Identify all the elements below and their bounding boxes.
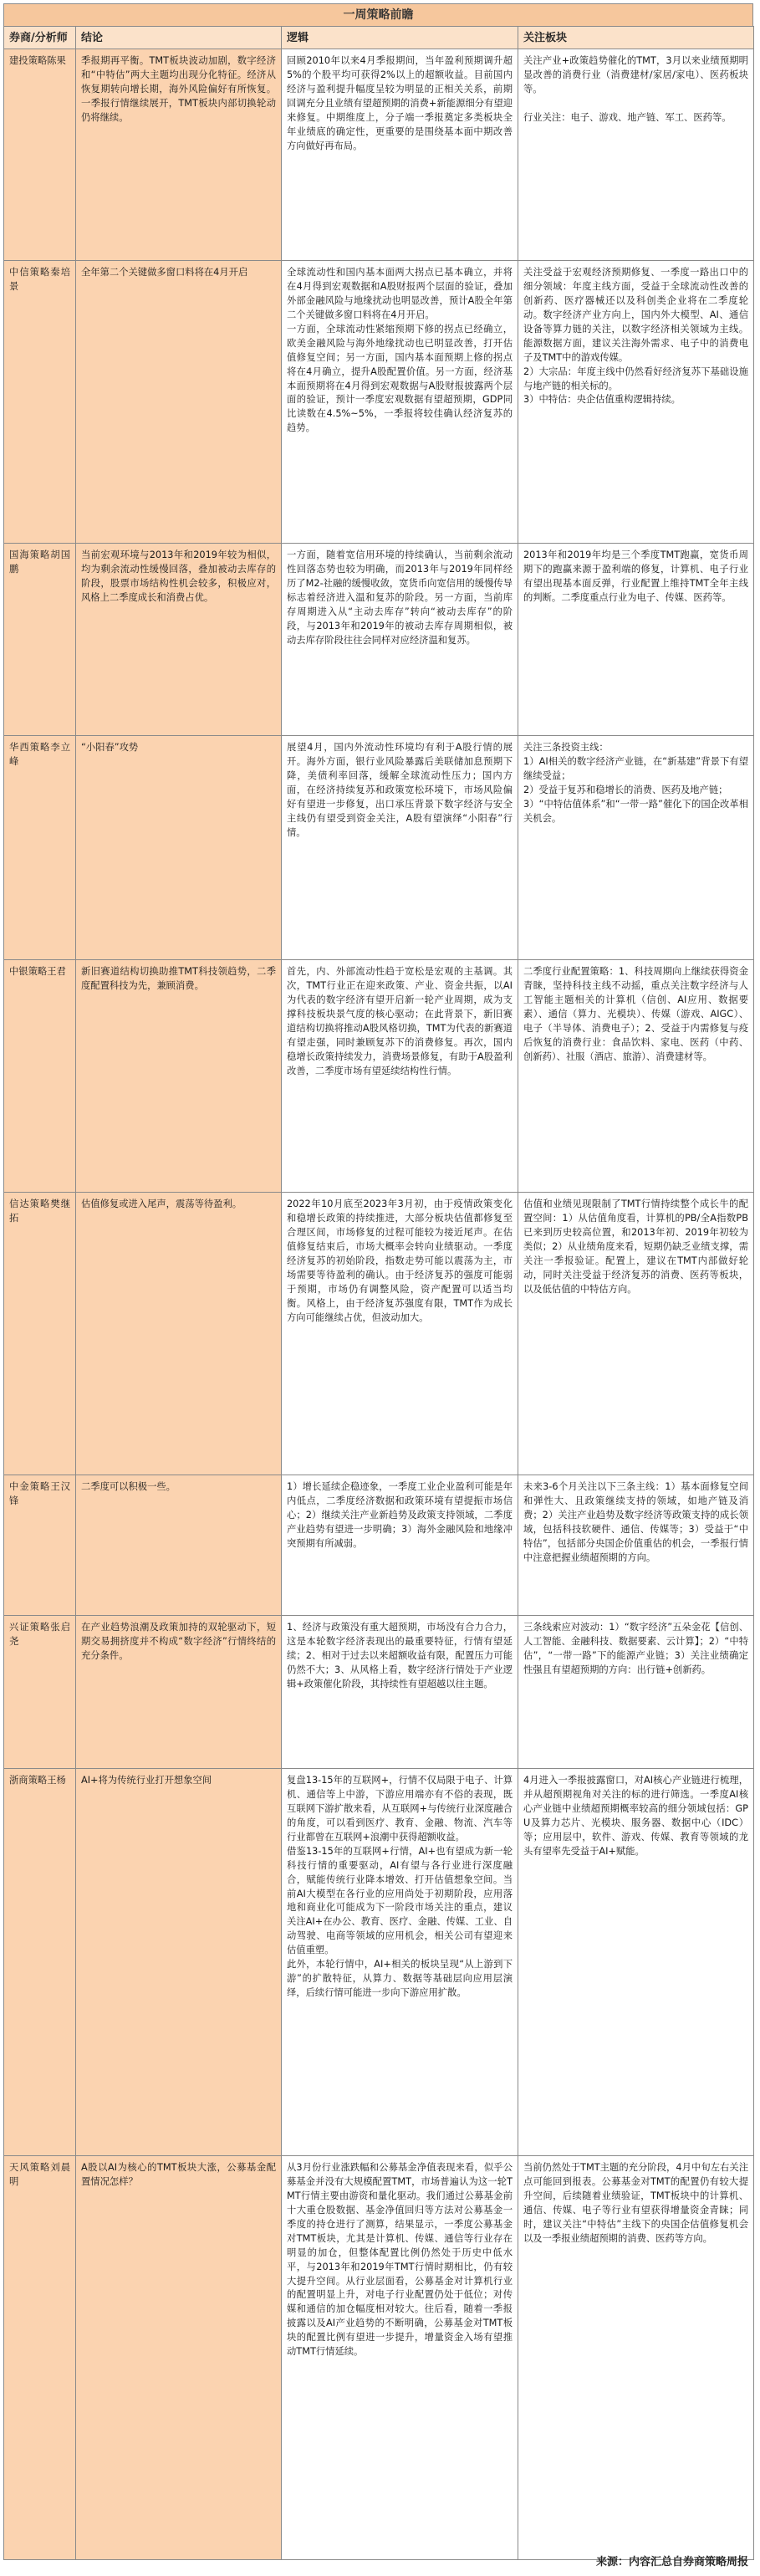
- logic-text: 从3月份行业涨跌幅和公募基金净值表现来看，似乎公募基金并没有大规模配置TMT，市场普遍认为这一轮TMT行情主要由游资和量化驱动。我们通过公募基金前十大重仓股数据、基金净值回归等方法对公募基金一季度的持仓进行了测算，结果显示，一季度公募基金对TMT板块，尤其是计算机、传媒、通信等行业存在明显的加仓，但整体配置比例仍然处于历史中低水平，与2013年和2019年TMT行情时期相比，仍有较大提升空间。从行业层面看，公募基金对计算机行业的配置明显上升，对电子行业配置仍处于低位；对传媒和通信的加仓幅度相对较大。往后看，随着一季报披露以及AI产业趋势的不断明确，公募基金对TMT板块的配置比例有望进一步提升，增量资金入场有望推动TMT行情延续。: [287, 2162, 513, 2358]
- logic-text: 全球流动性和国内基本面两大拐点已基本确立，并将在4月得到宏观数据和A股财报两个层面的验证，叠加外部金融风险与地缘扰动也明显改善，预计A股全年第二个关键做多窗口料将在4月开启。 一方面，全球流动性紧缩预期下修的拐点已经确立，欧美金融风险与海外地缘扰动也已明显改善，打开估值修复空间；另一方面，国内基本面预期上修的拐点将在4月确立，提升A股配置价值。另一方面，经济基本面预期将在4月得到宏观数据与A股财报披露两个层面的验证，预计一季度宏观数据有望超预期，GDP同比读数在4.5%~5%，一季报将较佳确认经济复苏的趋势。: [287, 267, 513, 434]
- table-header-row: [4, 27, 754, 49]
- analyst-cell: 中金策略王汉锋: [4, 1475, 76, 1616]
- analyst-cell: 中银策略王君: [4, 960, 76, 1193]
- focus-text: 未来3-6个月关注以下三条主线：1）基本面修复空间和弹性大、且政策继续支持的领域，如地产链及消费；2）关注产业趋势及数字经济等政策支持的成长领域，包括科技软硬件、通信、传媒等；3）受益于“中特估”，包括部分央国企价值重估的机会，一季报行情中注意把握业绩超预期的方向。: [523, 1481, 748, 1563]
- analyst-cell: 天风策略刘晨明: [4, 2156, 76, 2560]
- logic-text: 一方面，随着宽信用环境的持续确认，当前剩余流动性回落态势也较为明确，而2013年与2019年同样经历了M2-社融的缓慢收敛，宽货币向宽信用的缓慢传导标志着经济进入温和复苏的阶段。另一方面，当前库存周期进入从“主动去库存”转向“被动去库存”的阶段，与2013年和2019年的被动去库存周期相似，被动去库存阶段往往会同样对应经济温和复苏。: [287, 549, 513, 646]
- conclusion-cell: 全年第二个关键做多窗口料将在4月开启: [76, 261, 282, 544]
- focus-cell: [518, 1193, 754, 1475]
- conclusion-cell: 新旧赛道结构切换助推TMT科技领趋势，二季度配置科技为先，兼顾消费。: [76, 960, 282, 1193]
- table-row: [4, 1769, 754, 2156]
- logic-cell: [282, 736, 518, 960]
- conclusion-cell: 二季度可以积极一些。: [76, 1475, 282, 1616]
- table-row: [4, 2156, 754, 2560]
- analyst-cell: 国海策略胡国鹏: [4, 544, 76, 736]
- focus-text: 4月进入一季报披露窗口，对AI核心产业链进行梳理，并从超预期视角对关注的标的进行筛选。一季度AI核心产业链中业绩超预期概率较高的细分领域包括：GPU及算力芯片、光模块、服务器、数据中心（IDC）等；应用层中，软件、游戏、传媒、教育等领域的龙头有望率先受益于AI+赋能。: [523, 1775, 748, 1857]
- table-row: [4, 960, 754, 1193]
- logic-cell: [282, 1769, 518, 2156]
- logic-text: 首先，内、外部流动性趋于宽松是宏观的主基调。其次，TMT行业正在迎来政策、产业、资金共振，以AI为代表的数字经济有望开启新一轮产业周期，成为支撑科技板块景气度的核心驱动；在此背景下，新旧赛道结构切换将推动A股风格切换，TMT为代表的新赛道有望走强，同时兼顾复苏下的消费修复。再次，国内稳增长政策持续发力，消费场景修复，有助于A股盈利改善，二季度市场有望延续结构性行情。: [287, 966, 513, 1076]
- focus-text: 关注产业+政策趋势催化的TMT，3月以来业绩预期明显改善的消费行业（消费建材/家居/家电）、医药板块等。 行业关注：电子、游戏、地产链、军工、医药等。: [523, 55, 748, 123]
- conclusion-cell: 季报期再平衡。TMT板块波动加剧，数字经济和“中特估”两大主题均出现分化特征。经济从恢复期转向增长期，海外风险偏好有所恢复。一季报行情继续展开，TMT板块内部切换轮动仍将继续。: [76, 49, 282, 261]
- logic-text: 回顾2010年以来4月季报期间，当年盈利预期调升超5%的个股平均可获得2%以上的超额收益。目前国内经济与盈利提升幅度呈较为明显的正相关关系，前期回调充分且业绩有望超预期的消费+新能源细分有望迎来修复。中期维度上，分子端一季报奠定多类板块全年业绩底的确定性，更重要的是围绕基本面中期改善方向做好再布局。: [287, 55, 513, 151]
- analyst-cell: 建投策略陈果: [4, 49, 76, 261]
- table-row: [4, 544, 754, 736]
- source-note: 来源：内容汇总自券商策略周报: [595, 2556, 748, 2568]
- logic-cell: [282, 544, 518, 736]
- conclusion-cell: 当前宏观环境与2013年和2019年较为相似，均为剩余流动性缓慢回落，叠加被动去库存的阶段，股票市场结构性机会较多，积极应对，风格上二季度成长和消费占优。: [76, 544, 282, 736]
- focus-cell: [518, 960, 754, 1193]
- table-row: [4, 1193, 754, 1475]
- focus-text: 二季度行业配置策略：1、科技周期向上继续获得资金青睐，坚持科技主线不动摇，重点关注数字经济与人工智能主题相关的计算机（信创、AI应用、数据要素）、通信（算力、光模块）、传媒（游戏、AIGC）、电子（半导体、消费电子）；2、受益于内需修复与疫后恢复的消费行业：食品饮料、家电、医药（中药、创新药）、社服（酒店、旅游）、消费建材等。: [523, 966, 748, 1062]
- logic-cell: [282, 2156, 518, 2560]
- focus-text: 关注三条投资主线： 1）AI相关的数字经济产业链，在“新基建”背景下有望继续受益； 2）受益于复苏和稳增长的消费、医药及地产链； 3）“中特估值体系”和“一带一路”催化下的国企改革相关机会。: [523, 742, 748, 824]
- focus-cell: [518, 1769, 754, 2156]
- header-analyst: 券商/分析师: [4, 27, 76, 49]
- conclusion-cell: 估值修复或进入尾声，震荡等待盈利。: [76, 1193, 282, 1475]
- focus-text: 估值和业绩见现限制了TMT行情持续整个成长牛的配置空间：1）从估值角度看，计算机的PB/全A指数PB已来到历史较高位置，和2013年初、2019年初较为类似；2）从业绩角度来看，短期仍缺乏业绩支撑，需关注一季报验证。配置上，建议在TMT内部做好轮动，同时关注受益于经济复苏的消费、医药等板块，以及低估值的中特估方向。: [523, 1199, 748, 1295]
- table-row: [4, 1475, 754, 1616]
- logic-text: 1）增长延续企稳迹象，一季度工业企业盈利可能是年内低点，二季度经济数据和政策环境有望提振市场信心；2）继续关注产业新趋势及政策支持领域，二季度产业趋势有望进一步明确；3）海外金融风险和地缘冲突预期有所减弱。: [287, 1481, 513, 1549]
- logic-text: 复盘13-15年的互联网+，行情不仅局限于电子、计算机、通信等上中游，下游应用端亦有不俗的表现，既互联网下游扩散来看，从互联网+与传统行业深度融合的角度，可以看到医疗、教育、金融、物流、汽车等行业都曾在互联网+浪潮中获得超额收益。 借鉴13-15年的互联网+行情，AI+也有望成为新一轮科技行情的重要驱动，AI有望与各行业进行深度融合，赋能传统行业降本增效、打开估值想象空间。当前AI大模型在各行业的应用尚处于初期阶段，应用落地和商业化可能成为下一阶段市场关注的重点，建议关注AI+在办公、教育、医疗、金融、传媒、工业、自动驾驶、电商等领域的应用机会，相关公司有望迎来估值重塑。 此外，本轮行情中，AI+相关的板块呈现“从上游到下游”的扩散特征，从算力、数据等基础层向应用层演绎，后续行情可能进一步向下游应用扩散。: [287, 1775, 513, 1999]
- focus-cell: [518, 736, 754, 960]
- logic-cell: [282, 1475, 518, 1616]
- header-focus: 关注板块: [518, 27, 754, 49]
- analyst-cell: 信达策略樊继拓: [4, 1193, 76, 1475]
- analyst-cell: 兴证策略张启尧: [4, 1616, 76, 1769]
- focus-cell: [518, 1616, 754, 1769]
- focus-cell: [518, 544, 754, 736]
- focus-text: 当前仍然处于TMT主题的充分阶段，4月中旬左右关注点可能回到报表。公募基金对TMT的配置仍有较大提升空间，后续随着业绩验证，TMT板块中的计算机、通信、传媒、电子等行业有望获得增量资金青睐；同时，建议关注“中特估”主线下的央国企估值修复机会以及一季报业绩超预期的消费、医药等方向。: [523, 2162, 748, 2244]
- header-conclusion: 结论: [76, 27, 282, 49]
- focus-text: 2013年和2019年均是三个季度TMT跑赢，宽货币周期下的跑赢来源于盈利端的修复，计算机、电子行业有望出现基本面反弹，行业配置上维持TMT全年主线的判断。二季度重点行业为电子、传媒、医药等。: [523, 549, 748, 603]
- logic-cell: [282, 49, 518, 261]
- conclusion-cell: AI+将为传统行业打开想象空间: [76, 1769, 282, 2156]
- logic-cell: [282, 960, 518, 1193]
- analyst-cell: 浙商策略王杨: [4, 1769, 76, 2156]
- focus-cell: [518, 1475, 754, 1616]
- logic-cell: [282, 261, 518, 544]
- focus-text: 关注受益于宏观经济预期修复、一季度一路出口中的细分领域：年度主线方面，受益于全球流动性改善的创新药、医疗器械还以及科创类企业将在二季度轮动。数字经济产业方向上，国内外大模型、AI、通信设备等算力链的关注，以数字经济相关领域为主线。能源数据方面，建议关注海外需求、电子中的消费电子及TMT中的游戏传媒。 2）大宗品：年度主线中仍然看好经济复苏下基础设施与地产链的相关标的。 3）中特估：央企估值重构逻辑持续。: [523, 267, 748, 406]
- strategy-table: [3, 26, 754, 2560]
- conclusion-cell: A股以AI为核心的TMT板块大涨，公募基金配置情况怎样？: [76, 2156, 282, 2560]
- table-row: [4, 1616, 754, 1769]
- page-title: 一周策略前瞻: [3, 3, 753, 27]
- table-row: [4, 49, 754, 261]
- focus-cell: [518, 2156, 754, 2560]
- logic-text: 2022年10月底至2023年3月初，由于疫情政策变化和稳增长政策的持续推进，大部分板块估值都修复至合理区间，市场修复的过程可能较为接近尾声。在估值修复结束后，市场大概率会转向业绩驱动。一季度经济复苏的初始阶段，指数走势可能以震荡为主，市场需要等待盈利的确认。由于经济复苏的强度可能弱于预期，市场仍有调整风险，资产配置可以适当均衡。风格上，由于经济复苏强度有限，TMT作为成长方向可能继续占优，但波动加大。: [287, 1199, 513, 1323]
- analyst-cell: 华西策略李立峰: [4, 736, 76, 960]
- conclusion-cell: “小阳春”攻势: [76, 736, 282, 960]
- logic-cell: [282, 1616, 518, 1769]
- table-row: [4, 736, 754, 960]
- header-logic: 逻辑: [282, 27, 518, 49]
- table-row: [4, 261, 754, 544]
- analyst-cell: 中信策略秦培景: [4, 261, 76, 544]
- focus-cell: [518, 49, 754, 261]
- logic-text: 1、经济与政策没有重大超预期，市场没有合力合力，这是本轮数字经济表现出的最重要特征，行情有望延续；2、相对于过去以来超额收益有限，配置压力可能仍然不大；3、从风格上看，数字经济行情处于产业逻辑+政策催化阶段，其持续性有望超越以往主题。: [287, 1622, 513, 1689]
- logic-cell: [282, 1193, 518, 1475]
- conclusion-cell: 在产业趋势浪潮及政策加持的双轮驱动下，短期交易拥挤度并不构成“数字经济”行情终结的充分条件。: [76, 1616, 282, 1769]
- focus-cell: [518, 261, 754, 544]
- focus-text: 三条线索应对波动：1）“数字经济”五朵金花【信创、人工智能、金融科技、数据要素、云计算】；2）“中特估”，“一带一路”下的能源产业链；3）关注业绩确定性强且有望超预期的方向：出行链+创新药。: [523, 1622, 748, 1675]
- logic-text: 展望4月，国内外流动性环境均有利于A股行情的展开。海外方面，银行业风险暴露后美联储加息预期下降，美债利率回落，缓解全球流动性压力；国内方面，在经济持续复苏和政策宽松环境下，市场风险偏好有望进一步修复，出口承压背景下数字经济与安全主线仍有望受到资金关注，A股有望演绎“小阳春”行情。: [287, 742, 513, 838]
